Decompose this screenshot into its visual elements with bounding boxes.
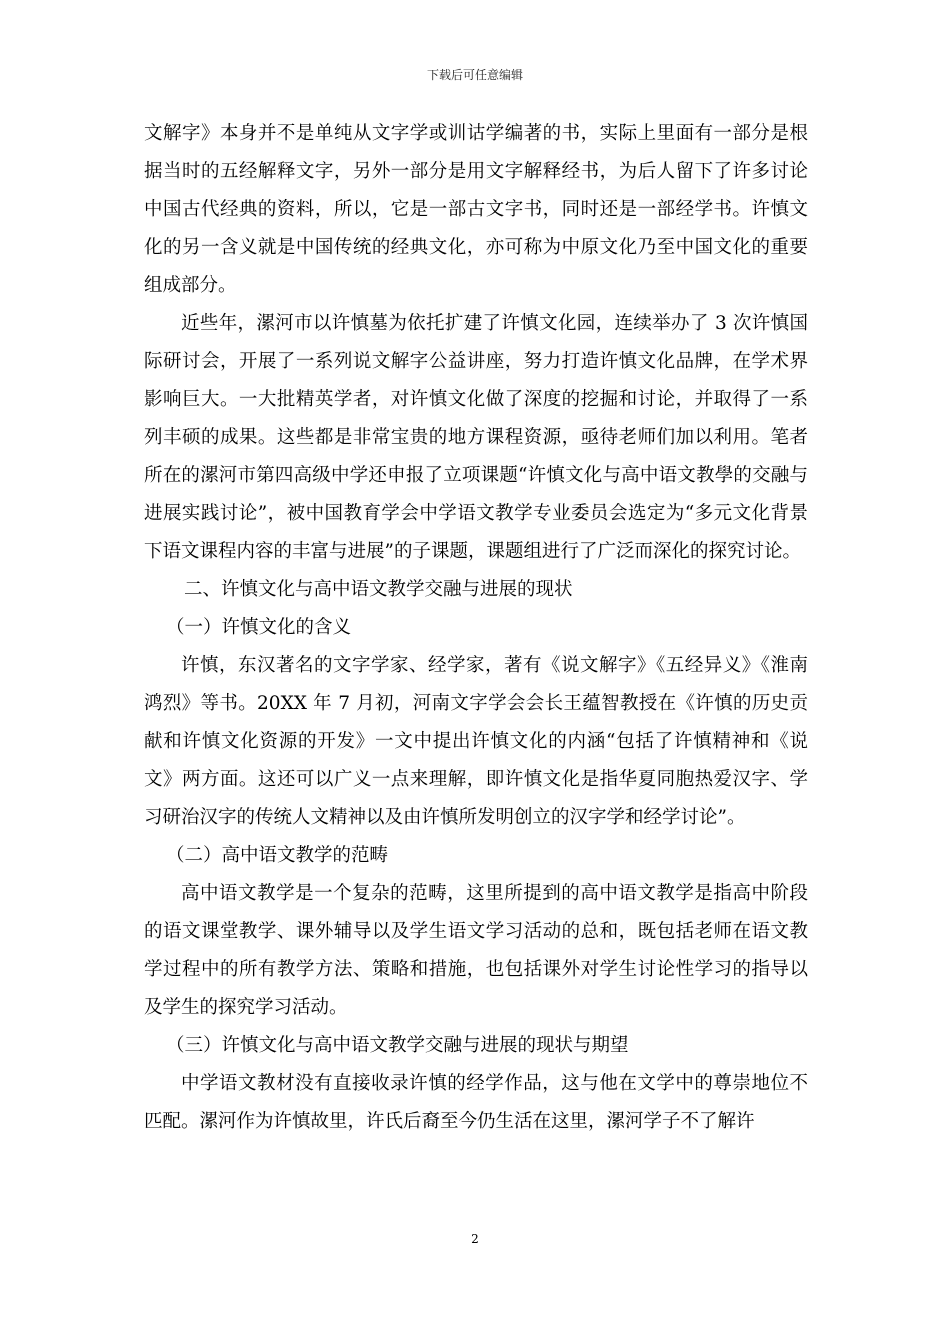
paragraph-teaching-scope: 高中语文教学是一个复杂的范畴，这里所提到的高中语文教学是指高中阶段的语文课堂教学、课外辅导以及学生语文学习活动的总和，既包括老师在语文教学过程中的所有教学方法、策略和措施，也包括课外对学生讨论性学习的指导以及学生的探究学习活动。 [144,883,808,1018]
subsection-heading-1: （一）许慎文化的含义 [166,617,352,638]
page-number: 2 [471,1232,479,1246]
section-heading-2: 二、许慎文化与高中语文教学交融与进展的现状 [184,579,573,600]
document-body [144,115,808,1141]
subsection-heading-2: （二）高中语文教学的范畴 [166,845,389,866]
paragraph-xushen-meaning: 许慎，东汉著名的文字学家、经学家，著有《说文解字》《五经异义》《淮南鸿烈》等书。20XX 年 7 月初，河南文字学会会长王蕴智教授在《许慎的历史贡献和许慎文化资源的开发》一文中提出许慎文化的内涵“包括了许慎精神和《说文》两方面。这还可以广义一点来理解，即许慎文化是指华夏同胞热爱汉字、学习研治汉字的传统人文精神以及由许慎所发明创立的汉字学和经学讨论”。 [144,655,808,828]
paragraph-shuowen-intro: 文解字》本身并不是单纯从文字学或训诂学编著的书，实际上里面有一部分是根据当时的五经解释文字，另外一部分是用文字解释经书，为后人留下了许多讨论中国古代经典的资料，所以，它是一部古文字书，同时还是一部经学书。许慎文化的另一含义就是中国传统的经典文化，亦可称为中原文化乃至中国文化的重要组成部分。 [144,123,808,296]
paragraph-recent-years: 近些年，漯河市以许慎墓为依托扩建了许慎文化园，连续举办了 3 次许慎国际研讨会，开展了一系列说文解字公益讲座，努力打造许慎文化品牌，在学术界影响巨大。一大批精英学者，对许慎文化做了深度的挖掘和讨论，并取得了一系列丰硕的成果。这些都是非常宝贵的地方课程资源，亟待老师们加以利用。笔者所在的漯河市第四高级中学还申报了立项课题“许慎文化与高中语文教學的交融与进展实践讨论”，被中国教育学会中学语文教学专业委员会选定为“多元文化背景下语文课程内容的丰富与进展”的子课题，课题组进行了广泛而深化的探究讨论。 [144,313,808,562]
paragraph-current-status: 中学语文教材没有直接收录许慎的经学作品，这与他在文学中的尊崇地位不匹配。漯河作为许慎故里，许氏后裔至今仍生活在这里，漯河学子不了解许 [144,1073,808,1132]
subsection-heading-3: （三）许慎文化与高中语文教学交融与进展的现状与期望 [166,1035,629,1056]
page-header: 下载后可任意编辑 [426,68,523,82]
